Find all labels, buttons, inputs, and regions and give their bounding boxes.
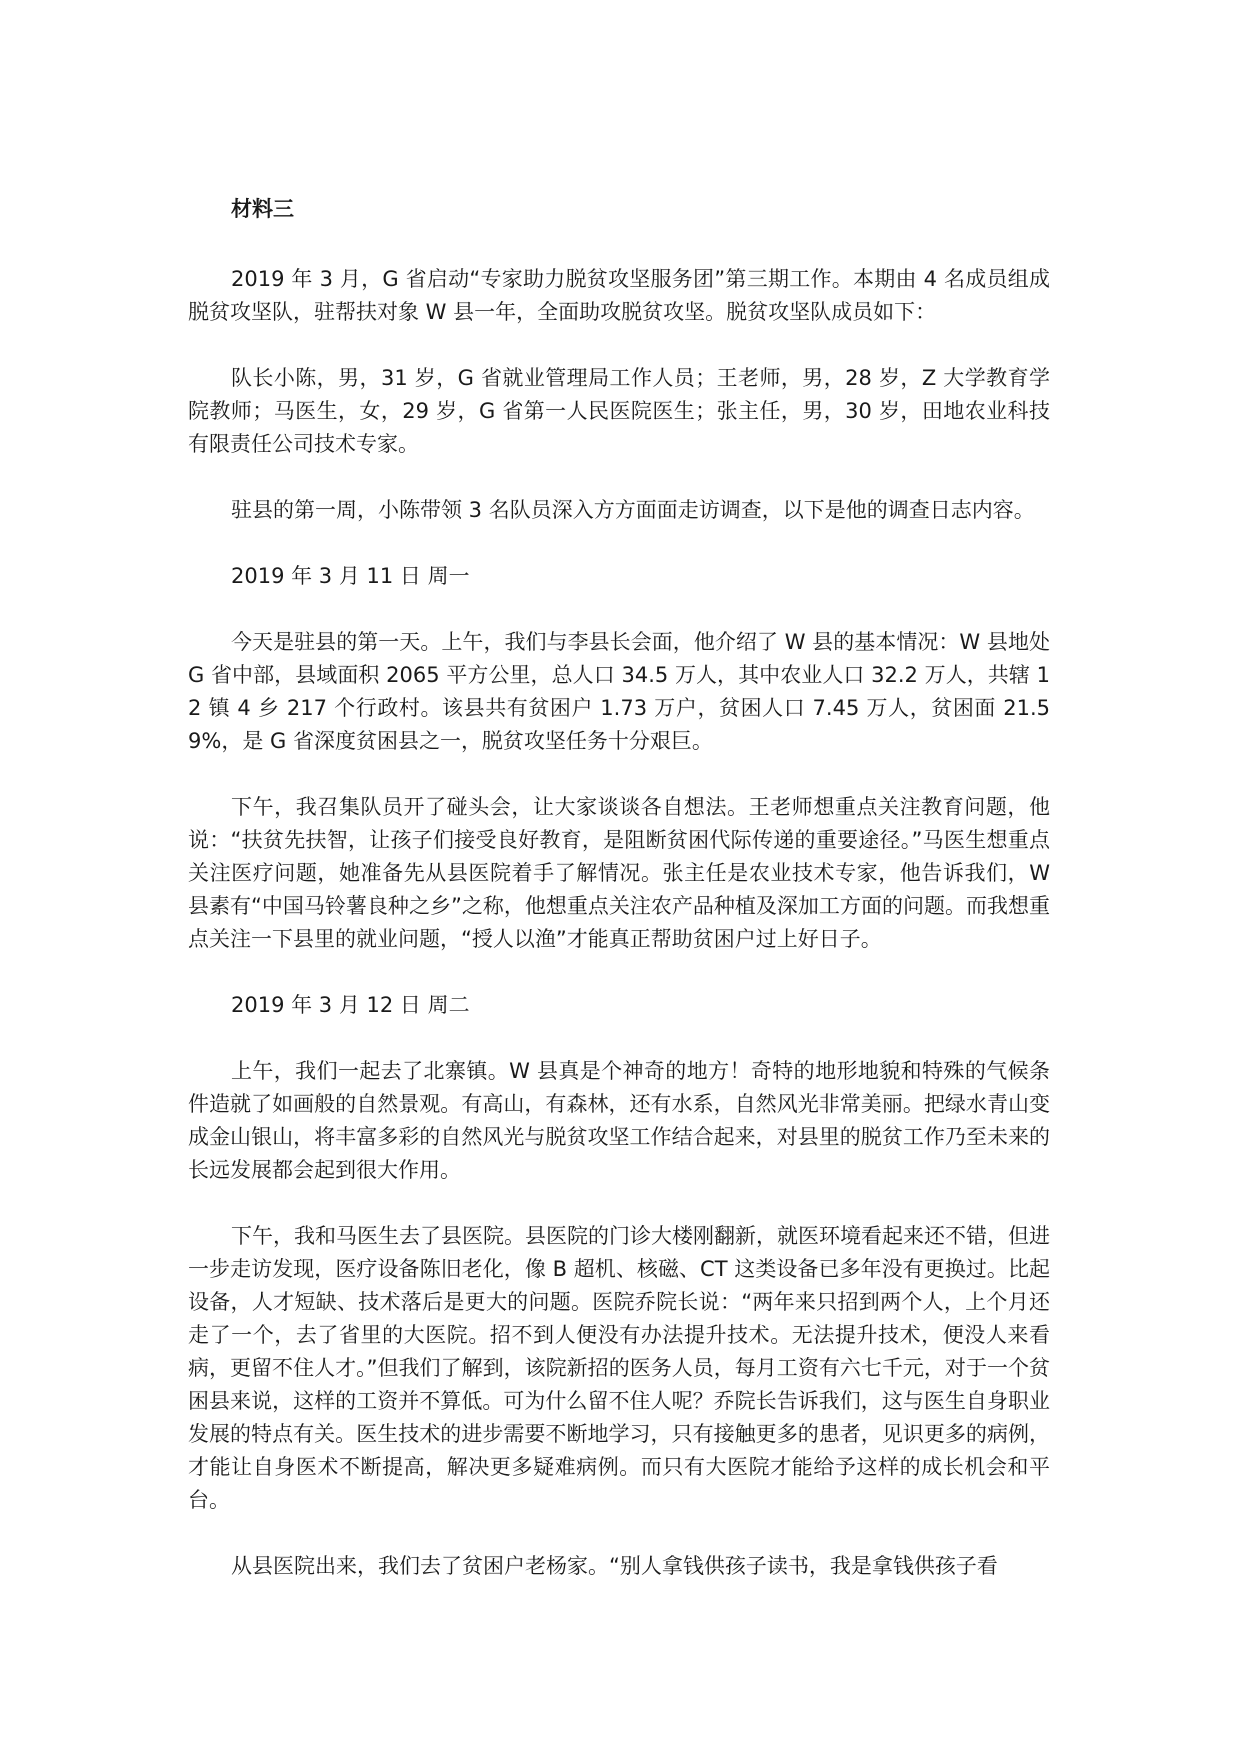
diary-date-1: 2019 年 3 月 11 日 周一 [231,564,470,588]
paragraph-team-meeting: 下午，我召集队员开了碰头会，让大家谈谈各自想法。王老师想重点关注教育问题，他说：“扶贫先扶智，让孩子们接受良好教育，是阻断贫困代际传递的重要途径。”马医生想重点关注医疗问题，她准备先从县医院着手了解情况。张主任是农业技术专家，他告诉我们，W 县素有“中国马铃薯良种之乡”之称，他想重点关注农产品种植及深加工方面的问题。而我想重点关注一下县里的就业问题，“授人以渔”才能真正帮助贫困户过上好日子。 [188,795,1050,951]
diary-date-2: 2019 年 3 月 12 日 周二 [231,993,470,1017]
paragraph-yang-family: 从县医院出来，我们去了贫困户老杨家。“别人拿钱供孩子读书，我是拿钱供孩子看 [231,1554,998,1578]
paragraph-county-overview: 今天是驻县的第一天。上午，我们与李县长会面，他介绍了 W 县的基本情况：W 县地处 G 省中部，县域面积 2065 平方公里，总人口 34.5 万人，其中农业人口 32.2 万人，共辖 12 镇 4 乡 217 个行政村。该县共有贫困户 1.73 万户，贫困人口 7.45 万人，贫困面 21.59%，是 G 省深度贫困县之一，脱贫攻坚任务十分艰巨。 [188,630,1050,753]
document-page [188,193,1050,1616]
paragraph-intro: 2019 年 3 月，G 省启动“专家助力脱贫攻坚服务团”第三期工作。本期由 4 名成员组成脱贫攻坚队，驻帮扶对象 W 县一年，全面助攻脱贫攻坚。脱贫攻坚队成员如下： [188,267,1050,324]
paragraph-beizhai-town: 上午，我们一起去了北寨镇。W 县真是个神奇的地方！奇特的地形地貌和特殊的气候条件造就了如画般的自然景观。有高山，有森林，还有水系，自然风光非常美丽。把绿水青山变成金山银山，将丰富多彩的自然风光与脱贫攻坚工作结合起来，对县里的脱贫工作乃至未来的长远发展都会起到很大作用。 [188,1059,1050,1182]
paragraph-first-week: 驻县的第一周，小陈带领 3 名队员深入方方面面走访调查，以下是他的调查日志内容。 [231,498,1035,522]
paragraph-county-hospital: 下午，我和马医生去了县医院。县医院的门诊大楼刚翻新，就医环境看起来还不错，但进一步走访发现，医疗设备陈旧老化，像 B 超机、核磁、CT 这类设备已多年没有更换过。比起设备，人才短缺、技术落后是更大的问题。医院乔院长说：“两年来只招到两个人，上个月还走了一个，去了省里的大医院。招不到人便没有办法提升技术。无法提升技术，便没人来看病，更留不住人才。”但我们了解到，该院新招的医务人员，每月工资有六七千元，对于一个贫困县来说，这样的工资并不算低。可为什么留不住人呢？乔院长告诉我们，这与医生自身职业发展的特点有关。医生技术的进步需要不断地学习，只有接触更多的患者，见识更多的病例，才能让自身医术不断提高，解决更多疑难病例。而只有大医院才能给予这样的成长机会和平台。 [188,1224,1050,1512]
paragraph-team-members: 队长小陈，男，31 岁，G 省就业管理局工作人员；王老师，男，28 岁，Z 大学教育学院教师；马医生，女，29 岁，G 省第一人民医院医生；张主任，男，30 岁，田地农业科技有限责任公司技术专家。 [188,366,1050,456]
section-heading: 材料三 [231,197,294,221]
